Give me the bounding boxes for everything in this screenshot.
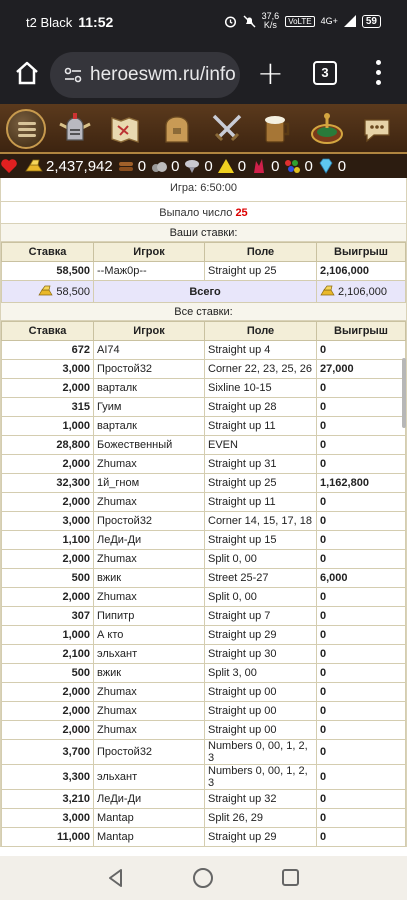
bet-amount: 32,300 bbox=[2, 474, 94, 493]
all-bets-table bbox=[1, 321, 406, 847]
site-settings-icon[interactable] bbox=[64, 66, 82, 84]
chat-icon[interactable] bbox=[360, 110, 398, 148]
network-speed bbox=[262, 12, 280, 30]
bet-amount: 2,000 bbox=[2, 379, 94, 398]
total-win-cell bbox=[317, 281, 406, 303]
page-scrollbar[interactable] bbox=[402, 358, 406, 428]
bet-field: Straight up 4 bbox=[205, 341, 317, 360]
player-name[interactable]: А кто bbox=[94, 626, 205, 645]
bet-win: 0 bbox=[317, 809, 406, 828]
ore-amount: 0 bbox=[171, 157, 180, 175]
resource-gems bbox=[283, 157, 312, 175]
carrier-label: t2 Black bbox=[26, 14, 73, 30]
player-name[interactable]: вжик bbox=[94, 664, 205, 683]
bet-field: Straight up 30 bbox=[205, 645, 317, 664]
player-name[interactable]: ЛеДи-Ди bbox=[94, 531, 205, 550]
resource-ore bbox=[150, 157, 179, 175]
mercury-amount: 0 bbox=[204, 157, 213, 175]
resource-gold bbox=[25, 157, 113, 175]
ore-icon bbox=[150, 157, 168, 175]
resource-sulfur bbox=[217, 157, 246, 175]
bet-amount: 1,100 bbox=[2, 531, 94, 550]
player-name[interactable]: Zhumax bbox=[94, 550, 205, 569]
bet-field: Straight up 29 bbox=[205, 626, 317, 645]
gems-amount: 0 bbox=[304, 157, 313, 175]
table-row bbox=[2, 474, 406, 493]
gold-icon bbox=[25, 157, 43, 175]
status-bar bbox=[0, 0, 407, 44]
table-row bbox=[2, 809, 406, 828]
wood-icon bbox=[117, 157, 135, 175]
bet-amount: 3,000 bbox=[2, 809, 94, 828]
bet-field: Split 3, 00 bbox=[205, 664, 317, 683]
home-button[interactable] bbox=[193, 868, 213, 888]
new-tab-button[interactable]: + bbox=[257, 54, 284, 92]
header-player: Игрок bbox=[94, 322, 205, 341]
sulfur-icon bbox=[217, 157, 235, 175]
table-row bbox=[2, 626, 406, 645]
header-bet: Ставка bbox=[2, 322, 94, 341]
player-name[interactable]: Простой32 bbox=[94, 740, 205, 765]
bet-amount: 2,000 bbox=[2, 455, 94, 474]
resource-wood bbox=[117, 157, 146, 175]
gems-icon bbox=[283, 157, 301, 175]
table-row bbox=[2, 664, 406, 683]
resource-mercury bbox=[183, 157, 212, 175]
bet-win: 0 bbox=[317, 341, 406, 360]
table-row bbox=[2, 360, 406, 379]
player-name[interactable]: AI74 bbox=[94, 341, 205, 360]
bet-field: Straight up 00 bbox=[205, 702, 317, 721]
bet-field: Split 0, 00 bbox=[205, 550, 317, 569]
player-name[interactable]: ЛеДи-Ди bbox=[94, 790, 205, 809]
bet-amount: 2,000 bbox=[2, 493, 94, 512]
crystal-icon bbox=[250, 157, 268, 175]
bet-win: 2,106,000 bbox=[317, 262, 406, 281]
bet-win: 0 bbox=[317, 436, 406, 455]
all-bets-title: Все ставки: bbox=[1, 303, 406, 321]
bet-field: Split 0, 00 bbox=[205, 588, 317, 607]
total-row bbox=[2, 281, 406, 303]
player-name[interactable]: эльхант bbox=[94, 765, 205, 790]
resource-crystal bbox=[250, 157, 279, 175]
header-player: Игрок bbox=[94, 243, 205, 262]
player-name[interactable]: Божественный bbox=[94, 436, 205, 455]
bet-win: 0 bbox=[317, 398, 406, 417]
game-result bbox=[1, 202, 406, 224]
bet-win: 1,162,800 bbox=[317, 474, 406, 493]
table-row bbox=[2, 417, 406, 436]
bet-win: 0 bbox=[317, 531, 406, 550]
table-row bbox=[2, 683, 406, 702]
table-row bbox=[2, 828, 406, 847]
bet-win: 0 bbox=[317, 740, 406, 765]
header-field: Поле bbox=[205, 243, 317, 262]
bet-amount: 500 bbox=[2, 569, 94, 588]
player-name[interactable]: Гуим bbox=[94, 398, 205, 417]
diamond-icon bbox=[317, 157, 335, 175]
header-bet: Ставка bbox=[2, 243, 94, 262]
bet-amount: 307 bbox=[2, 607, 94, 626]
system-nav-bar bbox=[0, 856, 407, 900]
table-row bbox=[2, 398, 406, 417]
bet-amount: 2,000 bbox=[2, 588, 94, 607]
header-win: Выигрыш bbox=[317, 322, 406, 341]
all-bets-header-row bbox=[2, 322, 406, 341]
network-type: 4G+ bbox=[320, 15, 338, 26]
tab-switcher-button[interactable]: 3 bbox=[313, 61, 337, 85]
battery-indicator: 59 bbox=[362, 15, 381, 28]
recents-button[interactable] bbox=[282, 869, 299, 886]
bet-field: EVEN bbox=[205, 436, 317, 455]
bet-win: 0 bbox=[317, 721, 406, 740]
bet-amount: 672 bbox=[2, 341, 94, 360]
table-row bbox=[2, 702, 406, 721]
bet-amount: 3,700 bbox=[2, 740, 94, 765]
your-bet-row bbox=[2, 262, 406, 281]
mercury-icon bbox=[183, 157, 201, 175]
alarm-icon bbox=[224, 15, 237, 28]
resource-diamond bbox=[317, 157, 346, 175]
table-row bbox=[2, 740, 406, 765]
bet-field: Straight up 7 bbox=[205, 607, 317, 626]
table-row bbox=[2, 790, 406, 809]
bet-amount: 3,300 bbox=[2, 765, 94, 790]
bet-win: 0 bbox=[317, 607, 406, 626]
player-name[interactable]: Простой32 bbox=[94, 360, 205, 379]
bet-field: Split 26, 29 bbox=[205, 809, 317, 828]
wood-amount: 0 bbox=[137, 157, 147, 175]
result-number: 25 bbox=[235, 207, 248, 219]
table-row bbox=[2, 531, 406, 550]
result-label: Выпало число bbox=[159, 207, 233, 219]
player-name[interactable]: варталк bbox=[94, 379, 205, 398]
bet-field: Corner 22, 23, 25, 26 bbox=[205, 360, 317, 379]
bet-field: Numbers 0, 00, 1, 2, 3 bbox=[205, 740, 317, 765]
bet-amount: 2,100 bbox=[2, 645, 94, 664]
heart-icon bbox=[0, 157, 18, 175]
bet-win: 0 bbox=[317, 493, 406, 512]
bet-amount: 3,000 bbox=[2, 360, 94, 379]
bet-amount: 2,000 bbox=[2, 550, 94, 569]
player-name[interactable]: Zhumax bbox=[94, 683, 205, 702]
bet-win: 0 bbox=[317, 588, 406, 607]
header-win: Выигрыш bbox=[317, 243, 406, 262]
resource-bar bbox=[0, 154, 407, 178]
bet-win: 0 bbox=[317, 626, 406, 645]
bet-amount: 1,000 bbox=[2, 417, 94, 436]
signal-icon bbox=[344, 15, 356, 27]
bet-win: 0 bbox=[317, 512, 406, 531]
table-row bbox=[2, 550, 406, 569]
table-row bbox=[2, 645, 406, 664]
bet-win: 0 bbox=[317, 828, 406, 847]
bet-amount: 315 bbox=[2, 398, 94, 417]
bet-field: Street 25-27 bbox=[205, 569, 317, 588]
bet-amount: 2,000 bbox=[2, 683, 94, 702]
total-bet: 58,500 bbox=[56, 286, 90, 298]
resource-health bbox=[0, 157, 21, 175]
gold-icon bbox=[38, 285, 54, 296]
map-scroll-icon[interactable] bbox=[106, 110, 144, 148]
address-bar[interactable] bbox=[50, 52, 240, 98]
all-bets-body bbox=[2, 341, 406, 847]
bag-icon[interactable] bbox=[158, 110, 196, 148]
knight-helmet-icon[interactable] bbox=[56, 110, 94, 148]
bet-amount: 58,500 bbox=[2, 262, 94, 281]
bet-field: Sixline 10-15 bbox=[205, 379, 317, 398]
player-name[interactable]: эльхант bbox=[94, 645, 205, 664]
game-menu-button[interactable] bbox=[6, 109, 46, 149]
mute-icon bbox=[243, 15, 256, 28]
home-icon[interactable] bbox=[14, 60, 40, 86]
total-win: 2,106,000 bbox=[338, 286, 387, 298]
bet-amount: 2,000 bbox=[2, 702, 94, 721]
crossed-swords-icon[interactable] bbox=[208, 110, 246, 148]
table-row bbox=[2, 512, 406, 531]
bet-win: 0 bbox=[317, 379, 406, 398]
bet-win: 0 bbox=[317, 645, 406, 664]
bet-field: Straight up 15 bbox=[205, 531, 317, 550]
table-row bbox=[2, 569, 406, 588]
player-name[interactable]: Zhumax bbox=[94, 721, 205, 740]
your-bets-header-row bbox=[2, 243, 406, 262]
bet-field: Straight up 00 bbox=[205, 721, 317, 740]
table-row bbox=[2, 493, 406, 512]
table-row bbox=[2, 341, 406, 360]
player-name[interactable]: 1й_гном bbox=[94, 474, 205, 493]
total-label: Всего bbox=[94, 281, 317, 303]
bet-field: Straight up 11 bbox=[205, 417, 317, 436]
player-name[interactable]: Zhumax bbox=[94, 702, 205, 721]
speed-unit: K/s bbox=[263, 20, 277, 30]
bet-win: 6,000 bbox=[317, 569, 406, 588]
player-name[interactable]: --Маж0р-- bbox=[94, 262, 205, 281]
browser-toolbar bbox=[0, 44, 407, 104]
back-icon[interactable] bbox=[106, 868, 126, 888]
crystal-amount: 0 bbox=[271, 157, 280, 175]
bet-win: 0 bbox=[317, 417, 406, 436]
bet-field: Straight up 11 bbox=[205, 493, 317, 512]
tavern-mug-icon[interactable] bbox=[258, 110, 296, 148]
bet-field: Straight up 32 bbox=[205, 790, 317, 809]
bet-field: Straight up 28 bbox=[205, 398, 317, 417]
bet-win: 0 bbox=[317, 550, 406, 569]
player-name[interactable]: Zhumax bbox=[94, 455, 205, 474]
bet-win: 0 bbox=[317, 765, 406, 790]
clock: 11:52 bbox=[78, 14, 114, 30]
bet-amount: 11,000 bbox=[2, 828, 94, 847]
browser-menu-button[interactable] bbox=[376, 60, 382, 88]
bet-amount: 3,210 bbox=[2, 790, 94, 809]
game-nav bbox=[0, 104, 407, 154]
bet-field: Numbers 0, 00, 1, 2, 3 bbox=[205, 765, 317, 790]
player-name[interactable]: вжик bbox=[94, 569, 205, 588]
player-name[interactable]: варталк bbox=[94, 417, 205, 436]
bet-amount: 500 bbox=[2, 664, 94, 683]
bet-field: Straight up 00 bbox=[205, 683, 317, 702]
table-row bbox=[2, 379, 406, 398]
bet-win: 0 bbox=[317, 790, 406, 809]
roulette-icon[interactable] bbox=[308, 110, 346, 148]
bet-win: 0 bbox=[317, 702, 406, 721]
bet-field: Corner 14, 15, 17, 18 bbox=[205, 512, 317, 531]
table-row bbox=[2, 607, 406, 626]
bet-field: Straight up 25 bbox=[205, 474, 317, 493]
gold-amount: 2,437,942 bbox=[46, 157, 113, 175]
bet-amount: 3,000 bbox=[2, 512, 94, 531]
diamond-amount: 0 bbox=[337, 157, 347, 175]
table-row bbox=[2, 721, 406, 740]
bet-field: Straight up 29 bbox=[205, 828, 317, 847]
url-text[interactable]: heroeswm.ru/info bbox=[90, 64, 236, 85]
total-bet-cell bbox=[2, 281, 94, 303]
sulfur-amount: 0 bbox=[237, 157, 247, 175]
bet-amount: 2,000 bbox=[2, 721, 94, 740]
volte-badge: VoLTE bbox=[285, 16, 314, 27]
player-name[interactable]: Простой32 bbox=[94, 512, 205, 531]
your-bets-title: Ваши ставки: bbox=[1, 224, 406, 242]
bet-win: 0 bbox=[317, 664, 406, 683]
bet-field: Straight up 25 bbox=[205, 262, 317, 281]
player-name[interactable]: Zhumax bbox=[94, 588, 205, 607]
gold-icon bbox=[320, 285, 336, 296]
your-bets-table bbox=[1, 242, 406, 303]
player-name[interactable]: Пипитр bbox=[94, 607, 205, 626]
table-row bbox=[2, 765, 406, 790]
game-title: Игра: 6:50:00 bbox=[1, 178, 406, 202]
roulette-info-page bbox=[0, 178, 407, 856]
bet-win: 0 bbox=[317, 683, 406, 702]
player-name[interactable]: Mantap bbox=[94, 809, 205, 828]
bet-amount: 28,800 bbox=[2, 436, 94, 455]
bet-win: 0 bbox=[317, 455, 406, 474]
speed-value: 37,6 bbox=[261, 11, 280, 21]
player-name[interactable]: Mantap bbox=[94, 828, 205, 847]
player-name[interactable]: Zhumax bbox=[94, 493, 205, 512]
bet-amount: 1,000 bbox=[2, 626, 94, 645]
table-row bbox=[2, 436, 406, 455]
table-row bbox=[2, 455, 406, 474]
bet-win: 27,000 bbox=[317, 360, 406, 379]
table-row bbox=[2, 588, 406, 607]
bet-field: Straight up 31 bbox=[205, 455, 317, 474]
header-field: Поле bbox=[205, 322, 317, 341]
